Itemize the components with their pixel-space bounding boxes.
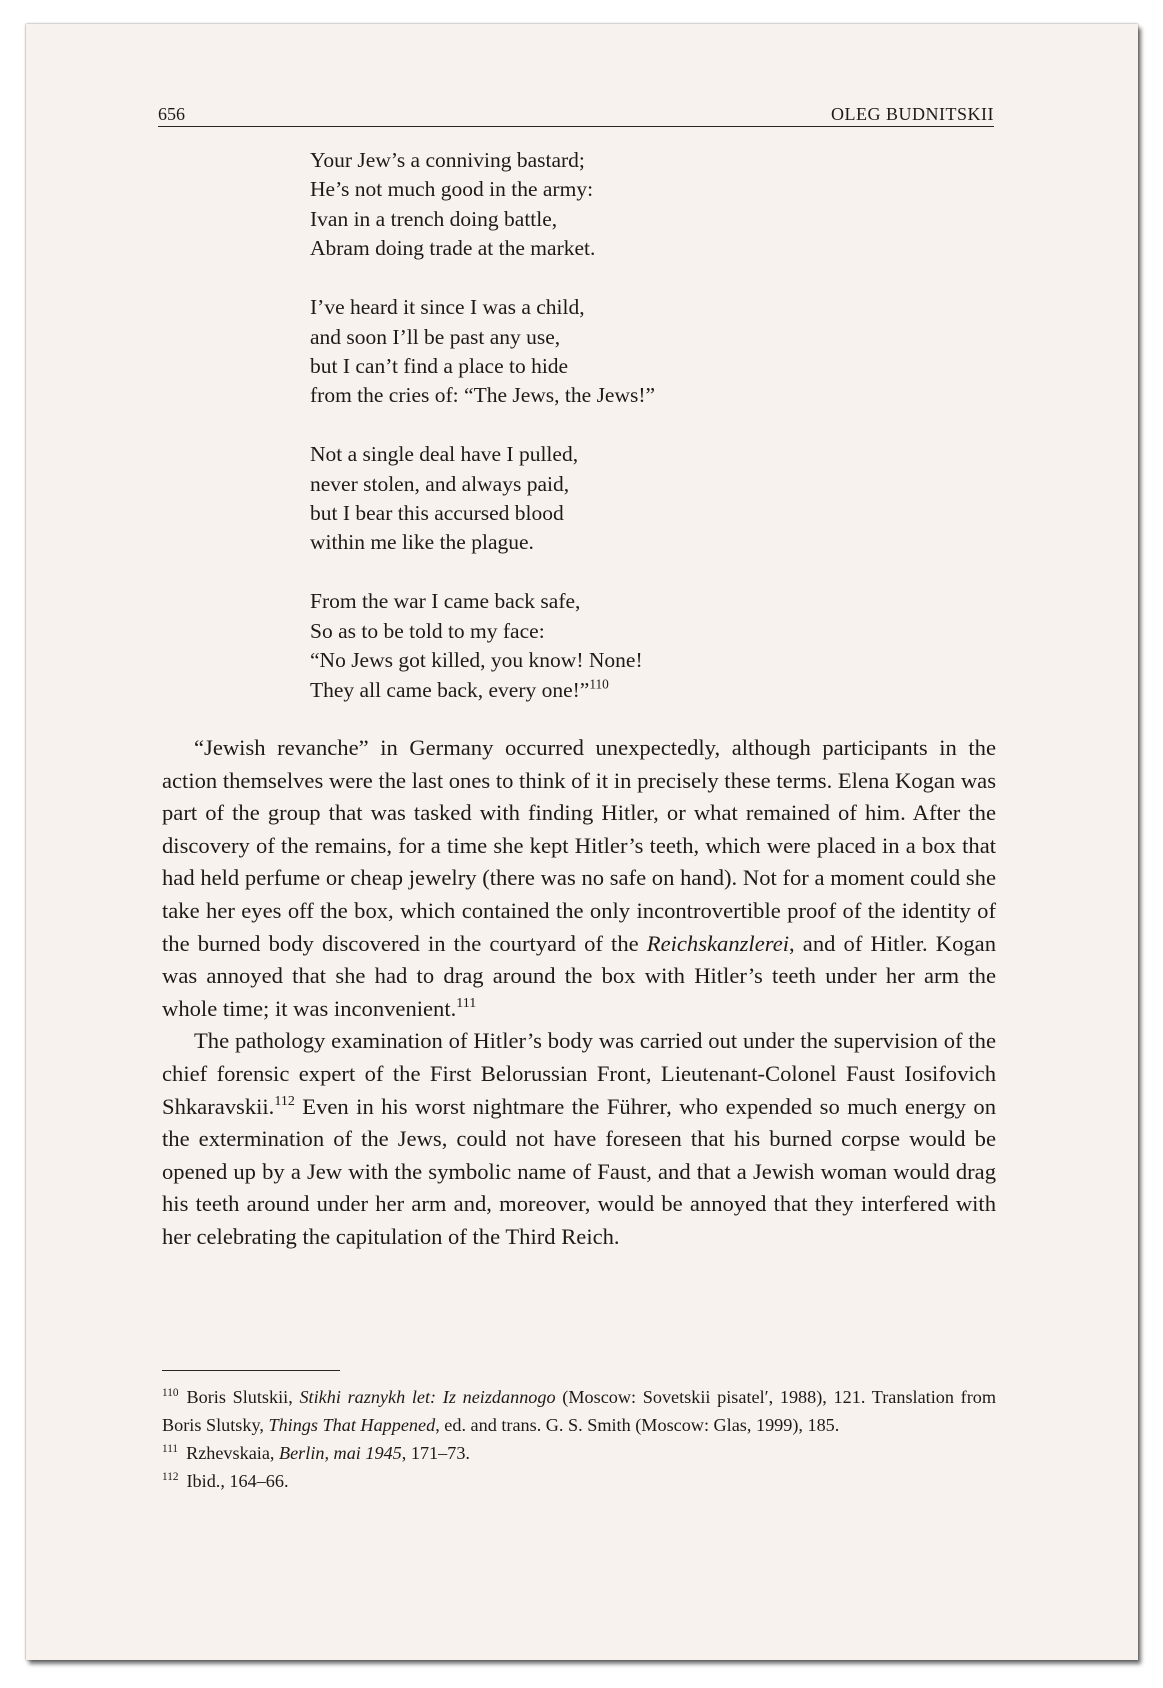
- poem-line: but I bear this accursed blood: [310, 501, 564, 526]
- body-text: [162, 732, 996, 1254]
- poem-line: From the war I came back safe,: [310, 589, 581, 614]
- footnote-title: Things That Happened: [268, 1415, 436, 1435]
- poem-line: He’s not much good in the army:: [310, 177, 594, 202]
- footnote: [162, 1439, 996, 1467]
- footnote-text: Boris Slutskii,: [186, 1387, 300, 1407]
- poem-stanza: [310, 587, 655, 705]
- paragraph: [162, 1025, 996, 1253]
- poem-line: “No Jews got killed, you know! None!: [310, 648, 643, 673]
- footnote-title: Stikhi raznykh let: Iz neizdannogo: [299, 1387, 556, 1407]
- paragraph-text: , and of Hitler. Kogan was annoyed that she had to drag around the box with Hitler’s teeth under her arm the whole time; it was inconvenient.: [162, 930, 996, 1021]
- poem-line: [310, 676, 655, 705]
- footnote-number: 112: [162, 1471, 179, 1484]
- footnote-title: Berlin, mai 1945: [279, 1443, 402, 1463]
- page-number: 656: [158, 104, 185, 124]
- running-head: OLEG BUDNITSKII: [831, 104, 994, 124]
- paragraph-text: Even in his worst nightmare the Führer, who expended so much energy on the extermination of the Jews, could not have foreseen that his burned corpse would be opened up by a Jew with the symbolic name of Faust, and that a Jewish woman would drag his teeth around under her arm and, moreover, would be annoyed that they interfered with her celebrating the capitulation of the Third Reich.: [162, 1093, 996, 1249]
- footnote-text: , ed. and trans. G. S. Smith (Moscow: Glas, 1999), 185.: [435, 1415, 840, 1435]
- poem-line-text: They all came back, every one!”: [310, 677, 590, 702]
- poem-stanza: [310, 293, 655, 411]
- poem-stanza: [310, 146, 655, 264]
- poem-line: Not a single deal have I pulled,: [310, 442, 579, 467]
- poem-line: I’ve heard it since I was a child,: [310, 295, 585, 320]
- footnote-number: 111: [162, 1443, 179, 1456]
- poem-stanza: [310, 440, 655, 558]
- poem-line: So as to be told to my face:: [310, 618, 545, 643]
- footnote-ref[interactable]: 110: [589, 675, 609, 691]
- poem-line: Ivan in a trench doing battle,: [310, 206, 558, 231]
- poem-line: and soon I’ll be past any use,: [310, 324, 561, 349]
- poem-line: Abram doing trade at the market.: [310, 236, 596, 261]
- poem: [310, 146, 655, 705]
- footnote-text: Ibid., 164–66.: [186, 1471, 289, 1491]
- footnote-text: Rzhevskaia,: [186, 1443, 279, 1463]
- poem-line: Your Jew’s a conniving bastard;: [310, 148, 585, 172]
- poem-line: never stolen, and always paid,: [310, 471, 570, 496]
- paragraph-text: The pathology examination of Hitler’s body was carried out under the supervision of the chief forensic expert of the First Belorussian Front, Lieutenant-Colonel Faust Iosifovich Shkaravskii.: [162, 1028, 996, 1119]
- footnote-ref[interactable]: 112: [274, 1093, 295, 1109]
- footnote: [162, 1383, 996, 1439]
- footnote-text: (Moscow: Sovetskii pisatel′, 1988), 121. Translation from Boris Slutsky,: [162, 1387, 996, 1435]
- paragraph-text: “Jewish revanche” in Germany occurred unexpectedly, although participants in the action themselves were the last ones to think of it in precisely these terms. Elena Kogan was part of the group that was tasked with finding Hitler, or what remained of him. After the discovery of the remains, for a time she kept Hitler’s teeth, which were placed in a box that had held perfume or cheap jewelry (there was no safe on hand). Not for a moment could she take her eyes off the box, which contained the only incontrovertible proof of the identity of the burned body discovered in the courtyard of the: [162, 735, 996, 956]
- footnote-ref[interactable]: 111: [456, 995, 477, 1011]
- paragraph: [162, 732, 996, 1025]
- poem-line: from the cries of: “The Jews, the Jews!”: [310, 383, 656, 408]
- footnotes: [162, 1383, 996, 1495]
- poem-line: but I can’t find a place to hide: [310, 353, 569, 378]
- footnote-number: 110: [162, 1387, 179, 1400]
- page-header: [158, 104, 994, 127]
- italic-term: Reichskanzlerei: [646, 930, 790, 956]
- poem-line: within me like the plague.: [310, 530, 534, 555]
- footnote: [162, 1467, 996, 1495]
- footnote-rule: [162, 1370, 340, 1371]
- footnote-text: , 171–73.: [401, 1443, 470, 1463]
